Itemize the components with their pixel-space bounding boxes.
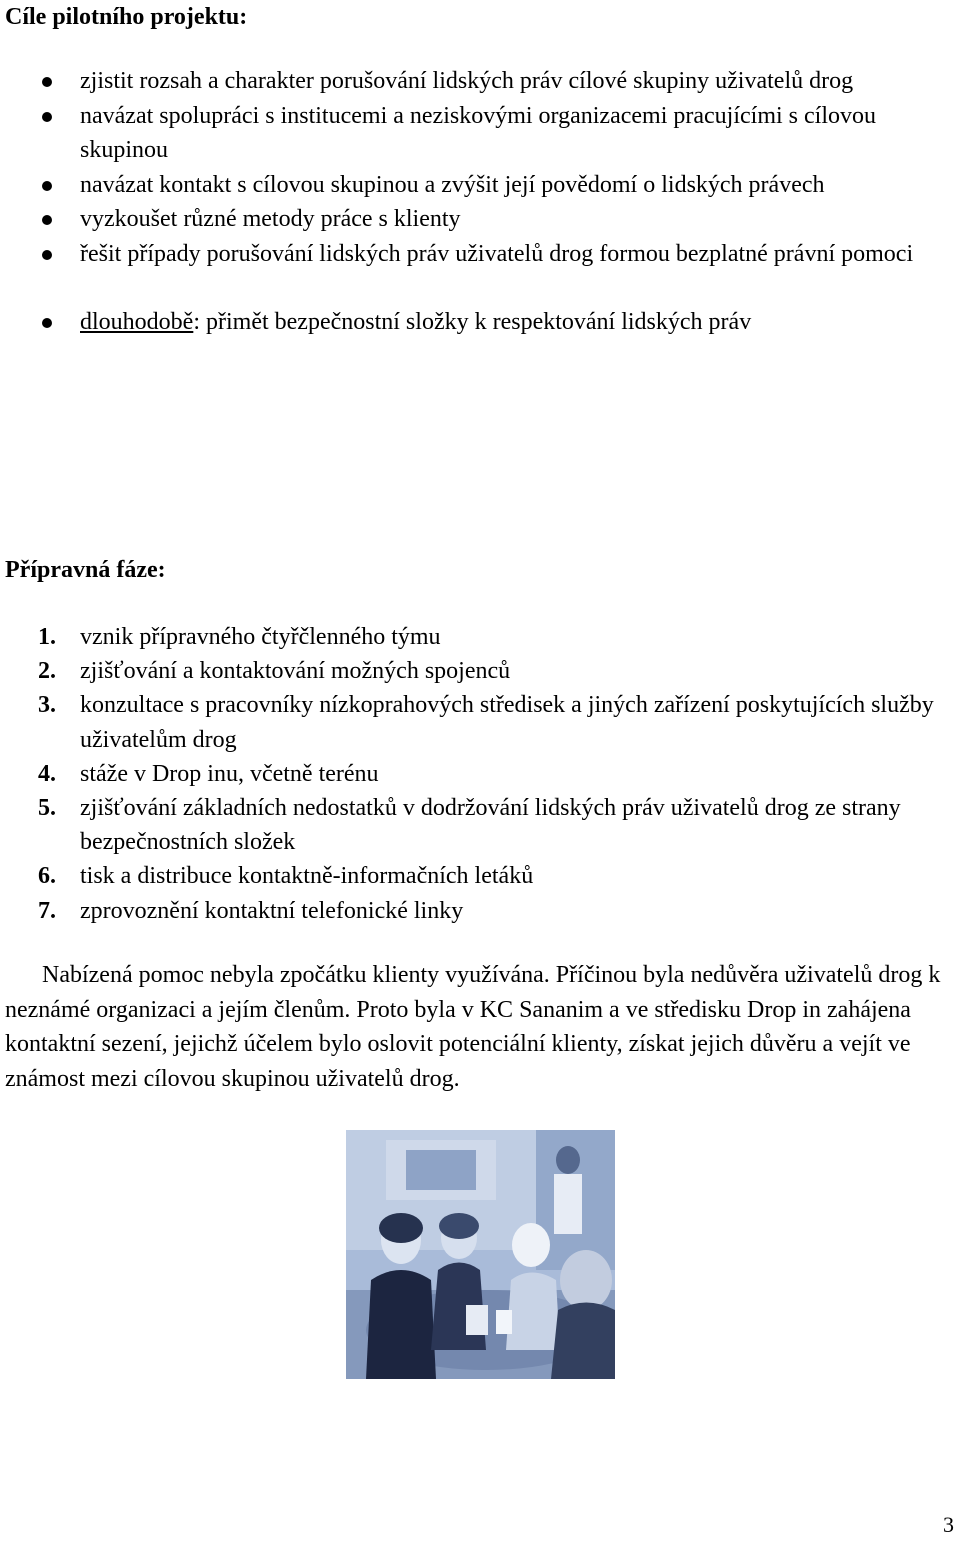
list-item: 2. zjišťování a kontaktování možných spojenců [38, 658, 511, 685]
list-item: 5. zjišťování základních nedostatků v dodržování lidských práv uživatelů drog ze strany bezpečnostních složek [38, 795, 901, 856]
list-item: zjistit rozsah a charakter porušování lidských práv cílové skupiny uživatelů drog [0, 64, 940, 99]
photo-illustration [346, 1130, 615, 1379]
list-item: 6. tisk a distribuce kontaktně-informačních letáků [38, 863, 534, 890]
bullet-icon [42, 318, 52, 328]
list-item: navázat spolupráci s institucemi a neziskovými organizacemi pracujícími s cílovou skupinou [0, 99, 940, 168]
bullet-icon [42, 250, 52, 260]
long-term-label: dlouhodobě [80, 309, 194, 335]
group-photo [346, 1130, 615, 1379]
list-item: 1. vznik přípravného čtyřčlenného týmu [38, 624, 441, 650]
long-term-text: : přimět bezpečnostní složky k respektování lidských práv [193, 309, 752, 335]
list-item: navázat kontakt s cílovou skupinou a zvýšit její povědomí o lidských právech [0, 168, 940, 203]
bullet-icon [42, 112, 52, 122]
list-item: 4. stáže v Drop inu, včetně terénu [38, 760, 379, 787]
list-item: řešit případy porušování lidských práv uživatelů drog formou bezplatné právní pomoci [0, 237, 940, 272]
list-item: vyzkoušet různé metody práce s klienty [0, 202, 940, 237]
bullet-icon [42, 181, 52, 191]
list-item: 3. konzultace s pracovníky nízkoprahových středisek a jiných zařízení poskytujících služby uživatelům drog [38, 692, 934, 753]
bullet-icon [42, 77, 52, 87]
prep-heading: Přípravná fáze: [5, 557, 166, 583]
goals-heading: Cíle pilotního projektu: [5, 4, 248, 30]
list-item: 7. zprovoznění kontaktní telefonické linky [38, 897, 464, 924]
prep-steps-list [0, 620, 960, 928]
goals-list [0, 64, 960, 340]
list-item-long-term [0, 305, 940, 340]
page-number: 3 [943, 1512, 954, 1537]
bullet-icon [42, 215, 52, 225]
body-paragraph: Nabízená pomoc nebyla zpočátku klienty využívána. Příčinou byla nedůvěra uživatelů drog k neznámé organizaci a jejím členům. Proto byla v KC Sananim a ve středisku Drop in zahájena kontaktní sezení, jejichž účelem bylo oslovit potenciální klienty, získat jejich důvěru a vejít ve známost mezi cílovou skupinou uživatelů drog. [5, 962, 941, 1092]
